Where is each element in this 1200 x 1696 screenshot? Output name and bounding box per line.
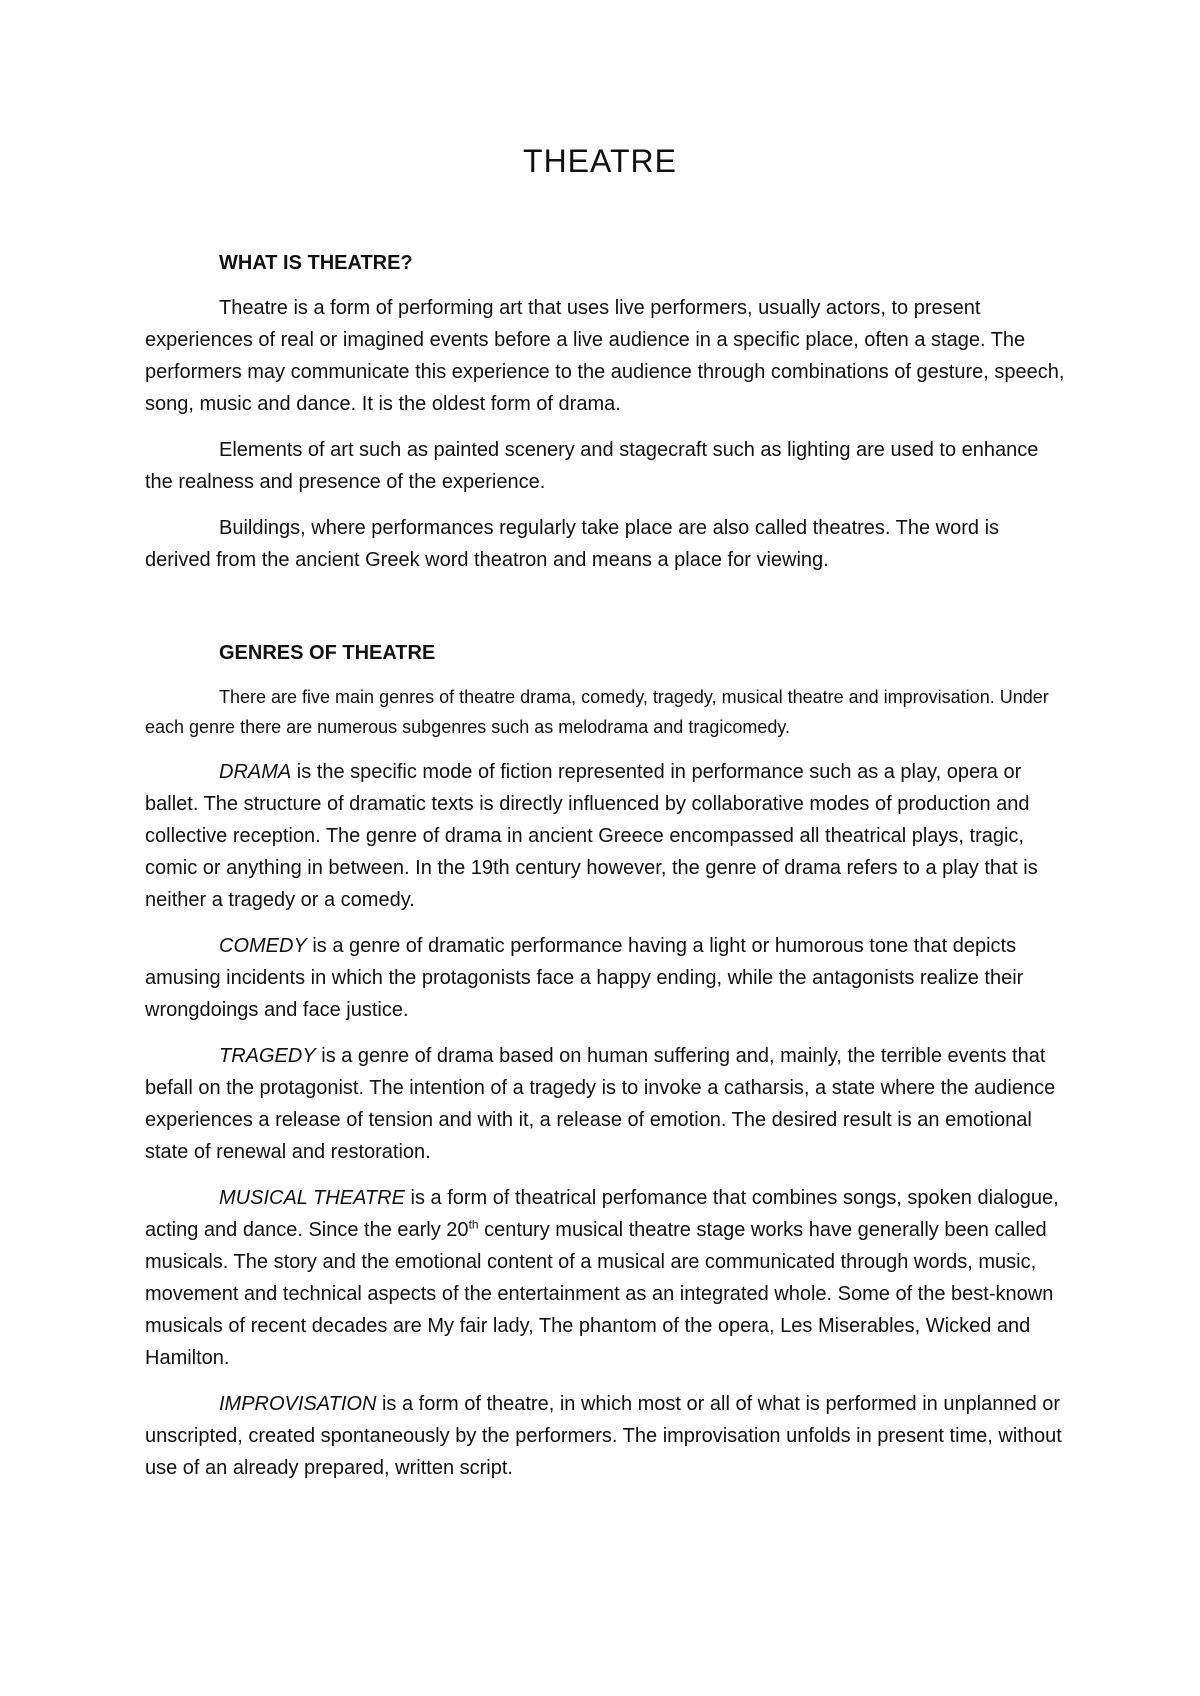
comedy-text: is a genre of dramatic performance having a light or humorous tone that depicts amusing incidents in which the protagonists face a happy ending, while the antagonists realize their wrongdoings and face justice. xyxy=(145,935,1024,1021)
tragedy-text: is a genre of drama based on human suffering and, mainly, the terrible events that befall on the protagonist. The intention of a tragedy is to invoke a catharsis, a state where the audience experiences a release of tension and with it, a release of emotion. The desired result is an emotional state of renewal and restoration. xyxy=(145,1045,1056,1163)
paragraph-definition: Theatre is a form of performing art that uses live performers, usually actors, to present experiences of real or imagined events before a live audience in a specific place, often a stage. The performers may communicate this experience to the audience through combinations of gesture, speech, song, music and dance. It is the oldest form of drama. xyxy=(145,297,1065,415)
term-drama: DRAMA xyxy=(219,761,292,783)
paragraph-tragedy xyxy=(145,1040,1065,1168)
paragraph-improvisation xyxy=(145,1388,1065,1484)
term-tragedy: TRAGEDY xyxy=(219,1045,316,1067)
paragraph-drama xyxy=(145,756,1065,916)
improvisation-text: is a form of theatre, in which most or all of what is performed in unplanned or unscripted, created spontaneously by the performers. The improvisation unfolds in present time, without use of an already prepared, written script. xyxy=(145,1393,1062,1479)
paragraph-elements-of-art: Elements of art such as painted scenery and stagecraft such as lighting are used to enhance the realness and presence of the experience. xyxy=(145,439,1039,493)
term-musical-theatre: MUSICAL THEATRE xyxy=(219,1187,405,1209)
page-title: THEATRE xyxy=(523,143,677,179)
section-heading-what-is-theatre: WHAT IS THEATRE? xyxy=(219,252,413,274)
paragraph-genres-intro: There are five main genres of theatre drama, comedy, tragedy, musical theatre and improvisation. Under each genre there are numerous subgenres such as melodrama and tragicomedy. xyxy=(145,687,1049,737)
ordinal-superscript: th xyxy=(468,1217,479,1232)
musical-text-a: is a form of theatrical perfomance that combines songs, spoken dialogue, acting and dance. Since the early 20 xyxy=(145,1187,1059,1241)
document-body xyxy=(145,248,1065,1484)
drama-text: is the specific mode of fiction represented in performance such as a play, opera or ballet. The structure of dramatic texts is directly influenced by collaborative modes of production and collective reception. The genre of drama in ancient Greece encompassed all theatrical plays, tragic, comic or anything in between. In the 19th century however, the genre of drama refers to a play that is neither a tragedy or a comedy. xyxy=(145,761,1038,911)
term-improvisation: IMPROVISATION xyxy=(219,1393,377,1415)
section-heading-genres: GENRES OF THEATRE xyxy=(219,642,436,664)
paragraph-musical-theatre xyxy=(145,1182,1065,1374)
paragraph-comedy xyxy=(145,930,1065,1026)
paragraph-buildings: Buildings, where performances regularly take place are also called theatres. The word is derived from the ancient Greek word theatron and means a place for viewing. xyxy=(145,517,1000,571)
musical-text-b: century musical theatre stage works have generally been called musicals. The story and the emotional content of a musical are communicated through words, music, movement and technical aspects of the entertainment as an integrated whole. Some of the best-known musicals of recent decades are My fair lady, The phantom of the opera, Les Miserables, Wicked and Hamilton. xyxy=(145,1219,1054,1369)
term-comedy: COMEDY xyxy=(219,935,307,957)
